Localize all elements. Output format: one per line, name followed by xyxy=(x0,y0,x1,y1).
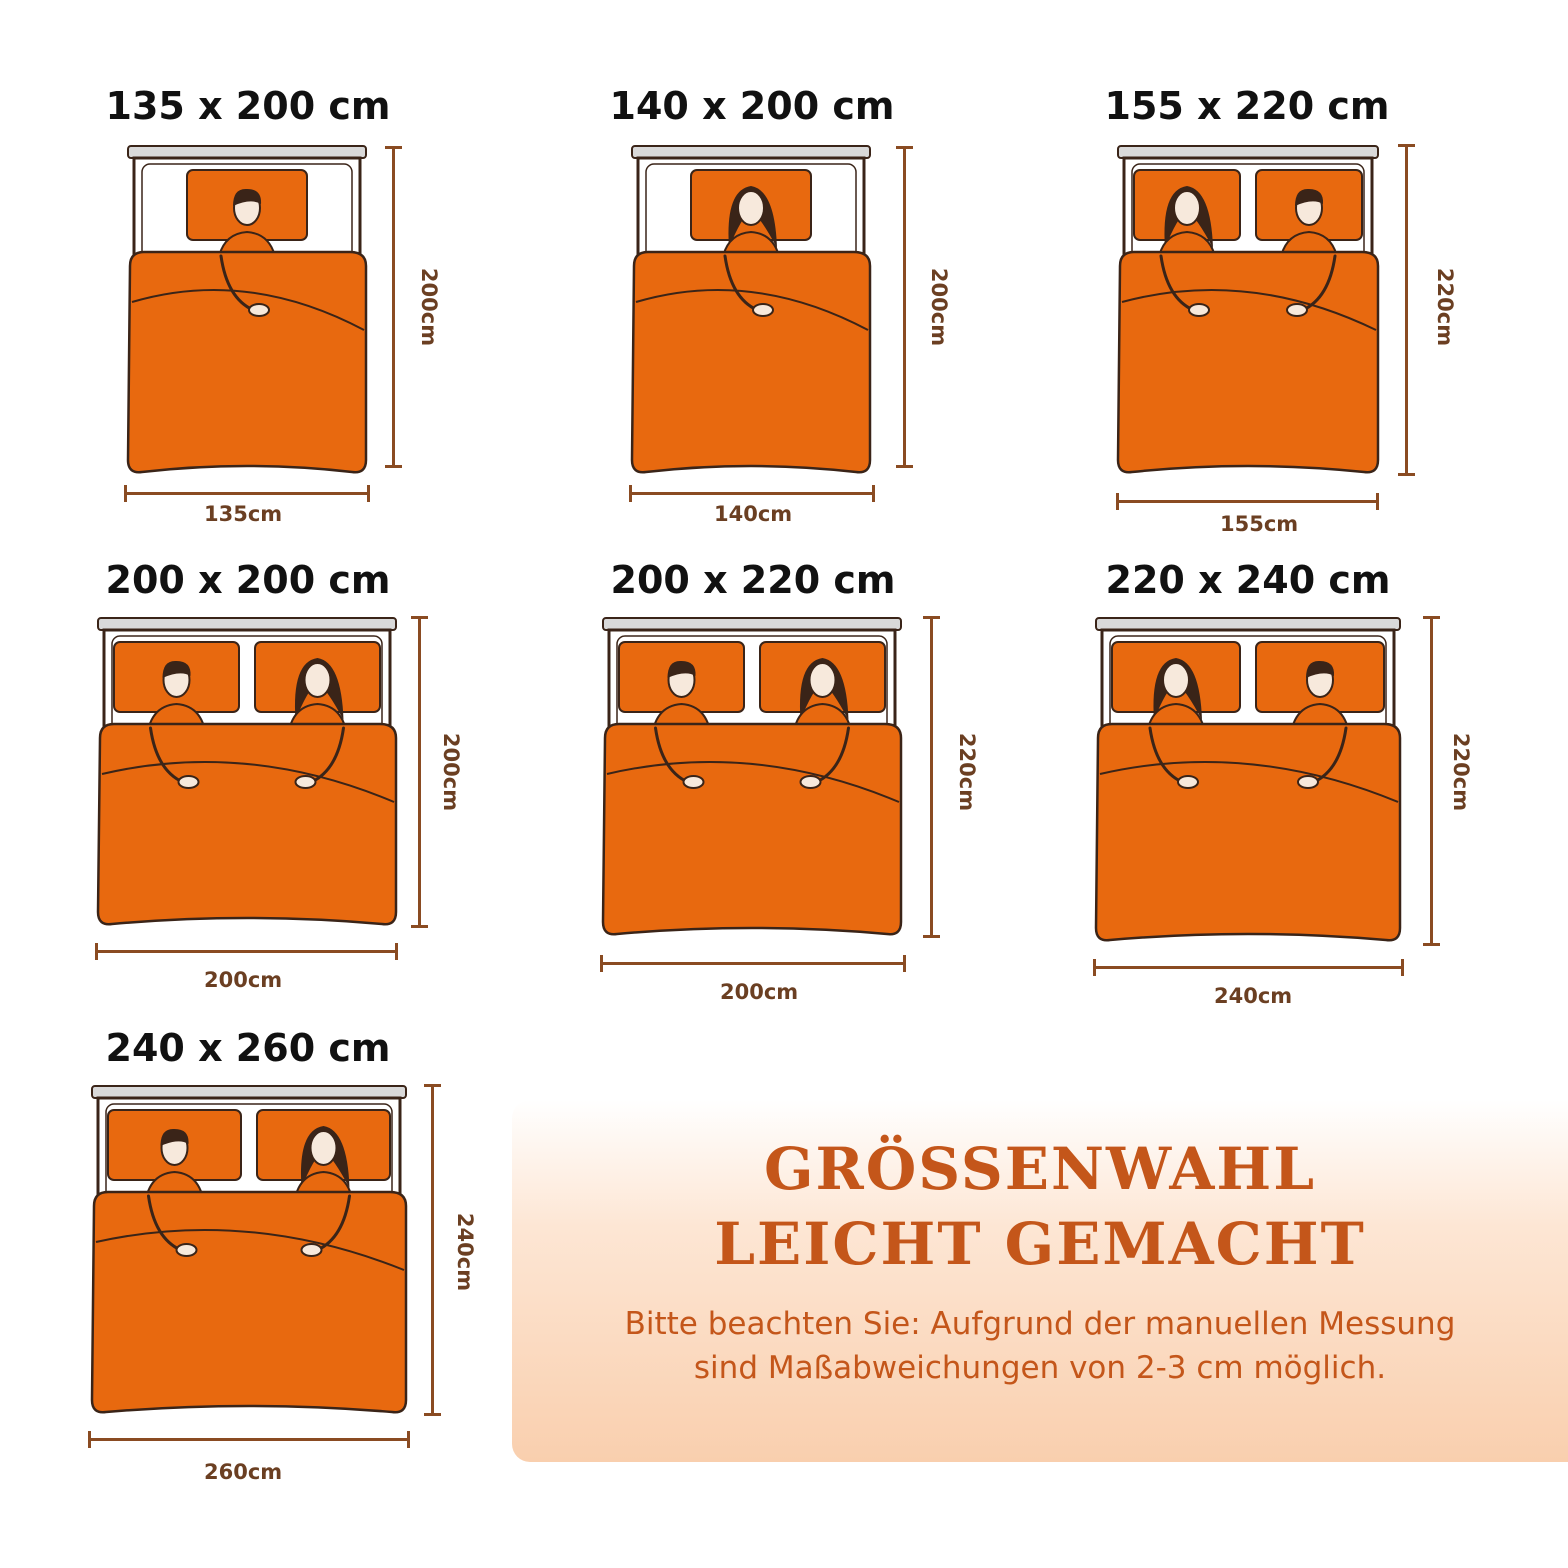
width-label: 155cm xyxy=(1220,512,1299,536)
width-dimension-line xyxy=(1093,966,1404,969)
size-title: 140 x 200 cm xyxy=(609,84,895,128)
duvet xyxy=(1118,252,1378,472)
headboard xyxy=(1118,146,1378,158)
duvet xyxy=(98,724,396,924)
hand xyxy=(1287,304,1307,316)
bed-illustration xyxy=(1090,612,1406,948)
size-title: 135 x 200 cm xyxy=(105,84,391,128)
measurement-note-line-1: Bitte beachten Sie: Aufgrund der manuellen Messung xyxy=(624,1306,1456,1342)
size-title: 155 x 220 cm xyxy=(1104,84,1390,128)
headline-line-2: LEICHT GEMACHT xyxy=(714,1210,1366,1278)
hand xyxy=(753,304,773,316)
size-title: 200 x 200 cm xyxy=(105,558,391,602)
duvet xyxy=(603,724,901,934)
duvet xyxy=(92,1192,406,1412)
size-title: 220 x 240 cm xyxy=(1105,558,1391,602)
height-dimension-line xyxy=(431,1084,434,1416)
height-dimension-line xyxy=(392,146,395,468)
hand xyxy=(801,776,821,788)
width-dimension-line xyxy=(124,492,370,495)
hand xyxy=(1178,776,1198,788)
hand xyxy=(1189,304,1209,316)
height-label: 200cm xyxy=(927,267,952,347)
hand xyxy=(249,304,269,316)
hand xyxy=(296,776,316,788)
height-dimension-line xyxy=(1430,616,1433,946)
height-label: 220cm xyxy=(1449,732,1474,812)
hand xyxy=(177,1244,197,1256)
bed-illustration xyxy=(122,140,372,480)
width-dimension-line xyxy=(95,950,398,953)
bed-illustration xyxy=(1112,140,1384,480)
height-label: 220cm xyxy=(1433,267,1458,347)
measurement-note-line-2: sind Maßabweichungen von 2-3 cm möglich. xyxy=(693,1350,1387,1386)
bed-illustration xyxy=(92,612,402,932)
height-label: 220cm xyxy=(955,732,980,812)
bed-illustration xyxy=(86,1080,412,1420)
width-label: 240cm xyxy=(1214,984,1293,1008)
info-panel xyxy=(512,1100,1568,1462)
width-dimension-line xyxy=(1116,500,1379,503)
width-dimension-line xyxy=(88,1438,410,1441)
headline-line-1: GRÖSSENWAHL xyxy=(764,1135,1316,1203)
height-label: 240cm xyxy=(453,1212,478,1292)
height-dimension-line xyxy=(418,616,421,928)
bed-illustration xyxy=(626,140,876,480)
bed-illustration xyxy=(597,612,907,942)
width-dimension-line xyxy=(629,492,875,495)
headboard xyxy=(98,618,396,630)
width-label: 260cm xyxy=(204,1460,283,1484)
hand xyxy=(302,1244,322,1256)
headboard xyxy=(603,618,901,630)
width-label: 140cm xyxy=(714,502,793,526)
height-label: 200cm xyxy=(439,732,464,812)
headboard xyxy=(128,146,366,158)
size-title: 240 x 260 cm xyxy=(105,1026,391,1070)
headboard xyxy=(1096,618,1400,630)
hand xyxy=(1298,776,1318,788)
height-label: 200cm xyxy=(417,267,442,347)
size-title: 200 x 220 cm xyxy=(610,558,896,602)
headboard xyxy=(92,1086,406,1098)
hand xyxy=(684,776,704,788)
headboard xyxy=(632,146,870,158)
height-dimension-line xyxy=(903,146,906,468)
width-label: 200cm xyxy=(204,968,283,992)
duvet xyxy=(632,252,870,472)
hand xyxy=(179,776,199,788)
width-dimension-line xyxy=(600,962,906,965)
duvet xyxy=(1096,724,1400,940)
duvet xyxy=(128,252,366,472)
width-label: 135cm xyxy=(204,502,283,526)
width-label: 200cm xyxy=(720,980,799,1004)
height-dimension-line xyxy=(1405,144,1408,476)
height-dimension-line xyxy=(930,616,933,938)
